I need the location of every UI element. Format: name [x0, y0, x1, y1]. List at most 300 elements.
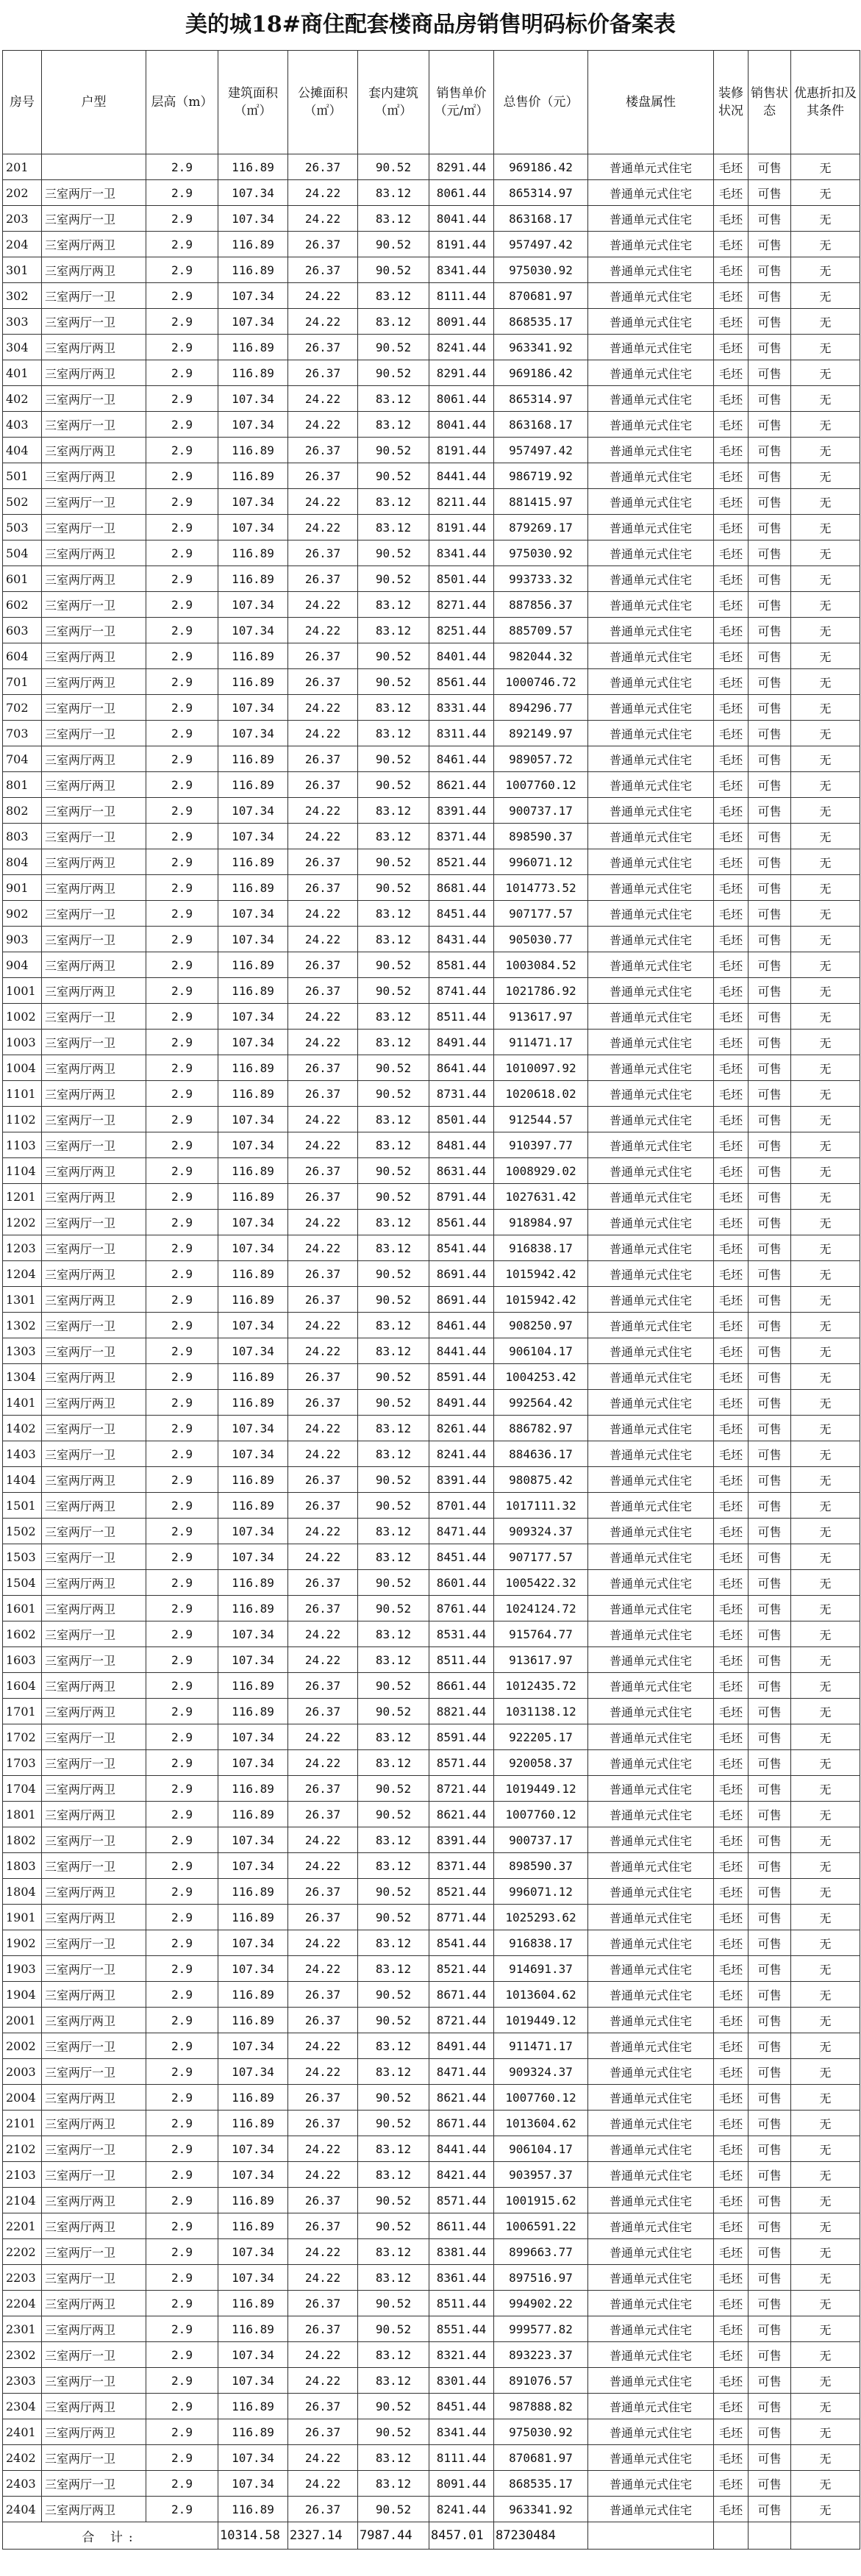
cell-discount: 无: [791, 1647, 860, 1673]
cell-property-type: 普通单元式住宅: [588, 1853, 714, 1879]
cell-unit-price: 8731.44: [429, 1081, 494, 1107]
cell-discount: 无: [791, 1004, 860, 1030]
cell-floor-area: 116.89: [218, 540, 288, 566]
cell-shared-area: 26.37: [288, 540, 358, 566]
table-row: [3, 515, 860, 540]
cell-unit-price: 8661.44: [429, 1673, 494, 1699]
cell-unit-price: 8721.44: [429, 1776, 494, 1802]
cell-property-type: 普通单元式住宅: [588, 309, 714, 335]
cell-inner-area: 83.12: [358, 180, 429, 206]
cell-unit-price: 8541.44: [429, 1235, 494, 1261]
cell-decoration: 毛坯: [714, 901, 749, 927]
cell-floor-area: 107.34: [218, 412, 288, 438]
cell-inner-area: 83.12: [358, 927, 429, 952]
cell-inner-area: 90.52: [358, 2213, 429, 2239]
cell-unit-type: 三室两厅一卫: [42, 1441, 146, 1467]
table-row: [3, 1313, 860, 1338]
cell-discount: 无: [791, 618, 860, 643]
cell-decoration: 毛坯: [714, 2419, 749, 2445]
cell-total-price: 863168.17: [494, 206, 588, 232]
cell-floor-area: 116.89: [218, 952, 288, 978]
cell-unit-price: 8241.44: [429, 2497, 494, 2522]
cell-inner-area: 83.12: [358, 1853, 429, 1879]
cell-room-no: 801: [3, 772, 42, 798]
cell-floor-area: 107.34: [218, 515, 288, 540]
totals-blank: [749, 2522, 791, 2550]
cell-inner-area: 90.52: [358, 1596, 429, 1621]
cell-floor-area: 107.34: [218, 489, 288, 515]
cell-sale-status: 可售: [749, 2497, 791, 2522]
cell-decoration: 毛坯: [714, 2368, 749, 2394]
cell-unit-type: 三室两厅一卫: [42, 1004, 146, 1030]
cell-total-price: 897516.97: [494, 2265, 588, 2291]
cell-shared-area: 24.22: [288, 695, 358, 721]
cell-total-price: 1000746.72: [494, 669, 588, 695]
cell-discount: 无: [791, 1416, 860, 1441]
cell-decoration: 毛坯: [714, 1827, 749, 1853]
cell-total-price: 982044.32: [494, 643, 588, 669]
cell-unit-price: 8361.44: [429, 2265, 494, 2291]
cell-sale-status: 可售: [749, 2059, 791, 2085]
cell-total-price: 1007760.12: [494, 1802, 588, 1827]
cell-floor-area: 107.34: [218, 901, 288, 927]
cell-room-no: 2401: [3, 2419, 42, 2445]
table-row: [3, 618, 860, 643]
cell-unit-price: 8691.44: [429, 1261, 494, 1287]
cell-inner-area: 90.52: [358, 875, 429, 901]
cell-shared-area: 24.22: [288, 1853, 358, 1879]
cell-property-type: 普通单元式住宅: [588, 232, 714, 257]
cell-shared-area: 26.37: [288, 2291, 358, 2316]
table-row: [3, 2445, 860, 2471]
cell-room-no: 601: [3, 566, 42, 592]
cell-floor-height: 2.9: [146, 1879, 218, 1905]
cell-sale-status: 可售: [749, 2419, 791, 2445]
cell-inner-area: 83.12: [358, 1441, 429, 1467]
cell-total-price: 957497.42: [494, 232, 588, 257]
cell-sale-status: 可售: [749, 643, 791, 669]
cell-sale-status: 可售: [749, 438, 791, 463]
cell-discount: 无: [791, 1132, 860, 1158]
cell-unit-type: 三室两厅两卫: [42, 2316, 146, 2342]
table-row: [3, 721, 860, 746]
table-row: [3, 824, 860, 849]
cell-property-type: 普通单元式住宅: [588, 1647, 714, 1673]
cell-sale-status: 可售: [749, 1055, 791, 1081]
cell-shared-area: 26.37: [288, 1673, 358, 1699]
cell-unit-type: 三室两厅一卫: [42, 592, 146, 618]
cell-unit-type: 三室两厅一卫: [42, 618, 146, 643]
cell-decoration: 毛坯: [714, 489, 749, 515]
cell-total-price: 915764.77: [494, 1621, 588, 1647]
cell-floor-height: 2.9: [146, 2162, 218, 2188]
cell-inner-area: 90.52: [358, 1905, 429, 1930]
cell-decoration: 毛坯: [714, 1930, 749, 1956]
cell-discount: 无: [791, 978, 860, 1004]
cell-floor-area: 107.34: [218, 2033, 288, 2059]
cell-property-type: 普通单元式住宅: [588, 1467, 714, 1493]
cell-floor-area: 116.89: [218, 1158, 288, 1184]
cell-room-no: 1601: [3, 1596, 42, 1621]
cell-decoration: 毛坯: [714, 2445, 749, 2471]
table-row: [3, 360, 860, 386]
cell-discount: 无: [791, 309, 860, 335]
cell-property-type: 普通单元式住宅: [588, 180, 714, 206]
cell-decoration: 毛坯: [714, 335, 749, 360]
cell-total-price: 907177.57: [494, 901, 588, 927]
cell-inner-area: 90.52: [358, 2419, 429, 2445]
table-row: [3, 2239, 860, 2265]
cell-property-type: 普通单元式住宅: [588, 1802, 714, 1827]
cell-decoration: 毛坯: [714, 386, 749, 412]
cell-discount: 无: [791, 798, 860, 824]
cell-unit-price: 8641.44: [429, 1055, 494, 1081]
table-row: [3, 1030, 860, 1055]
cell-unit-type: 三室两厅一卫: [42, 1956, 146, 1982]
cell-floor-height: 2.9: [146, 1055, 218, 1081]
cell-sale-status: 可售: [749, 2316, 791, 2342]
cell-total-price: 1001915.62: [494, 2188, 588, 2213]
cell-sale-status: 可售: [749, 1750, 791, 1776]
cell-decoration: 毛坯: [714, 257, 749, 283]
cell-total-price: 884636.17: [494, 1441, 588, 1467]
cell-total-price: 1017111.32: [494, 1493, 588, 1519]
cell-room-no: 1204: [3, 1261, 42, 1287]
cell-total-price: 1021786.92: [494, 978, 588, 1004]
cell-total-price: 906104.17: [494, 1338, 588, 1364]
cell-decoration: 毛坯: [714, 2471, 749, 2497]
cell-unit-type: 三室两厅两卫: [42, 1261, 146, 1287]
cell-shared-area: 26.37: [288, 2394, 358, 2419]
cell-floor-height: 2.9: [146, 1519, 218, 1544]
table-row: [3, 1956, 860, 1982]
cell-discount: 无: [791, 1905, 860, 1930]
table-row: [3, 283, 860, 309]
cell-floor-height: 2.9: [146, 2008, 218, 2033]
cell-total-price: 891076.57: [494, 2368, 588, 2394]
cell-inner-area: 90.52: [358, 643, 429, 669]
cell-unit-price: 8741.44: [429, 978, 494, 1004]
cell-floor-area: 116.89: [218, 669, 288, 695]
cell-unit-price: 8091.44: [429, 2471, 494, 2497]
cell-decoration: 毛坯: [714, 1647, 749, 1673]
cell-sale-status: 可售: [749, 669, 791, 695]
cell-shared-area: 24.22: [288, 1338, 358, 1364]
cell-sale-status: 可售: [749, 2342, 791, 2368]
cell-unit-type: 三室两厅两卫: [42, 1055, 146, 1081]
cell-decoration: 毛坯: [714, 309, 749, 335]
cell-shared-area: 26.37: [288, 772, 358, 798]
cell-decoration: 毛坯: [714, 1287, 749, 1313]
cell-decoration: 毛坯: [714, 360, 749, 386]
cell-floor-height: 2.9: [146, 283, 218, 309]
cell-unit-price: 8521.44: [429, 1956, 494, 1982]
cell-floor-height: 2.9: [146, 1467, 218, 1493]
cell-inner-area: 83.12: [358, 1132, 429, 1158]
cell-floor-height: 2.9: [146, 927, 218, 952]
cell-unit-price: 8491.44: [429, 1030, 494, 1055]
cell-floor-height: 2.9: [146, 695, 218, 721]
cell-shared-area: 24.22: [288, 2162, 358, 2188]
cell-inner-area: 83.12: [358, 1210, 429, 1235]
cell-unit-type: 三室两厅两卫: [42, 772, 146, 798]
cell-inner-area: 83.12: [358, 1416, 429, 1441]
cell-decoration: 毛坯: [714, 515, 749, 540]
cell-sale-status: 可售: [749, 721, 791, 746]
cell-sale-status: 可售: [749, 1905, 791, 1930]
cell-shared-area: 26.37: [288, 2111, 358, 2136]
cell-property-type: 普通单元式住宅: [588, 438, 714, 463]
cell-property-type: 普通单元式住宅: [588, 1210, 714, 1235]
cell-discount: 无: [791, 2085, 860, 2111]
cell-inner-area: 83.12: [358, 901, 429, 927]
cell-floor-area: 107.34: [218, 798, 288, 824]
cell-total-price: 975030.92: [494, 257, 588, 283]
cell-room-no: 2103: [3, 2162, 42, 2188]
totals-blank: [791, 2522, 860, 2550]
cell-discount: 无: [791, 438, 860, 463]
table-row: [3, 1905, 860, 1930]
cell-unit-price: 8821.44: [429, 1699, 494, 1724]
cell-shared-area: 26.37: [288, 1184, 358, 1210]
cell-unit-price: 8241.44: [429, 1441, 494, 1467]
cell-unit-type: 三室两厅两卫: [42, 875, 146, 901]
cell-floor-area: 107.34: [218, 1107, 288, 1132]
cell-room-no: 804: [3, 849, 42, 875]
cell-inner-area: 90.52: [358, 257, 429, 283]
cell-total-price: 963341.92: [494, 335, 588, 360]
cell-unit-type: 三室两厅一卫: [42, 1132, 146, 1158]
cell-room-no: 1801: [3, 1802, 42, 1827]
cell-property-type: 普通单元式住宅: [588, 1724, 714, 1750]
cell-unit-price: 8041.44: [429, 412, 494, 438]
cell-decoration: 毛坯: [714, 669, 749, 695]
cell-property-type: 普通单元式住宅: [588, 1776, 714, 1802]
cell-sale-status: 可售: [749, 1107, 791, 1132]
cell-total-price: 898590.37: [494, 824, 588, 849]
cell-discount: 无: [791, 1776, 860, 1802]
cell-unit-type: 三室两厅一卫: [42, 824, 146, 849]
cell-shared-area: 26.37: [288, 1467, 358, 1493]
cell-total-price: 916838.17: [494, 1930, 588, 1956]
cell-unit-price: 8451.44: [429, 1544, 494, 1570]
cell-total-price: 894296.77: [494, 695, 588, 721]
cell-total-price: 900737.17: [494, 798, 588, 824]
cell-discount: 无: [791, 1570, 860, 1596]
table-row: [3, 2316, 860, 2342]
cell-floor-area: 107.34: [218, 2471, 288, 2497]
cell-unit-price: 8541.44: [429, 1930, 494, 1956]
cell-decoration: 毛坯: [714, 283, 749, 309]
cell-unit-type: 三室两厅一卫: [42, 2368, 146, 2394]
cell-discount: 无: [791, 746, 860, 772]
table-header: [3, 51, 860, 154]
cell-inner-area: 90.52: [358, 463, 429, 489]
cell-floor-area: 116.89: [218, 1905, 288, 1930]
cell-property-type: 普通单元式住宅: [588, 1364, 714, 1390]
cell-floor-height: 2.9: [146, 721, 218, 746]
cell-discount: 无: [791, 1261, 860, 1287]
cell-decoration: 毛坯: [714, 1132, 749, 1158]
cell-floor-height: 2.9: [146, 566, 218, 592]
cell-total-price: 1031138.12: [494, 1699, 588, 1724]
cell-room-no: 904: [3, 952, 42, 978]
cell-total-price: 1020618.02: [494, 1081, 588, 1107]
cell-floor-area: 107.34: [218, 2239, 288, 2265]
cell-unit-type: 三室两厅两卫: [42, 1467, 146, 1493]
cell-total-price: 963341.92: [494, 2497, 588, 2522]
cell-shared-area: 24.22: [288, 1647, 358, 1673]
cell-decoration: 毛坯: [714, 463, 749, 489]
cell-floor-height: 2.9: [146, 463, 218, 489]
cell-total-price: 1025293.62: [494, 1905, 588, 1930]
cell-inner-area: 83.12: [358, 1724, 429, 1750]
cell-floor-height: 2.9: [146, 232, 218, 257]
cell-sale-status: 可售: [749, 1621, 791, 1647]
cell-discount: 无: [791, 1030, 860, 1055]
cell-discount: 无: [791, 1390, 860, 1416]
totals-blank: [588, 2522, 714, 2550]
cell-floor-height: 2.9: [146, 1930, 218, 1956]
cell-property-type: 普通单元式住宅: [588, 1081, 714, 1107]
cell-floor-area: 116.89: [218, 154, 288, 180]
cell-total-price: 1015942.42: [494, 1261, 588, 1287]
cell-floor-height: 2.9: [146, 1570, 218, 1596]
cell-total-price: 892149.97: [494, 721, 588, 746]
cell-shared-area: 26.37: [288, 643, 358, 669]
cell-unit-price: 8061.44: [429, 386, 494, 412]
cell-unit-type: 三室两厅一卫: [42, 1930, 146, 1956]
cell-floor-height: 2.9: [146, 154, 218, 180]
cell-discount: 无: [791, 643, 860, 669]
cell-decoration: 毛坯: [714, 2059, 749, 2085]
cell-decoration: 毛坯: [714, 2033, 749, 2059]
cell-inner-area: 90.52: [358, 1879, 429, 1905]
cell-unit-type: 三室两厅一卫: [42, 180, 146, 206]
cell-inner-area: 90.52: [358, 1467, 429, 1493]
table-row: [3, 1647, 860, 1673]
cell-shared-area: 24.22: [288, 1313, 358, 1338]
cell-unit-type: 三室两厅两卫: [42, 2008, 146, 2033]
cell-decoration: 毛坯: [714, 952, 749, 978]
cell-discount: 无: [791, 1184, 860, 1210]
cell-room-no: 202: [3, 180, 42, 206]
cell-decoration: 毛坯: [714, 566, 749, 592]
cell-property-type: 普通单元式住宅: [588, 566, 714, 592]
table-row: [3, 1467, 860, 1493]
cell-property-type: 普通单元式住宅: [588, 1416, 714, 1441]
cell-property-type: 普通单元式住宅: [588, 2497, 714, 2522]
cell-shared-area: 24.22: [288, 1004, 358, 1030]
cell-total-price: 999577.82: [494, 2316, 588, 2342]
cell-property-type: 普通单元式住宅: [588, 1441, 714, 1467]
cell-shared-area: 26.37: [288, 1081, 358, 1107]
cell-room-no: 603: [3, 618, 42, 643]
cell-discount: 无: [791, 669, 860, 695]
cell-total-price: 910397.77: [494, 1132, 588, 1158]
cell-unit-type: 三室两厅两卫: [42, 1982, 146, 2008]
cell-sale-status: 可售: [749, 875, 791, 901]
cell-decoration: 毛坯: [714, 2213, 749, 2239]
cell-total-price: 1024124.72: [494, 1596, 588, 1621]
cell-unit-price: 8521.44: [429, 1879, 494, 1905]
cell-unit-price: 8291.44: [429, 360, 494, 386]
cell-room-no: 1803: [3, 1853, 42, 1879]
cell-unit-type: 三室两厅一卫: [42, 2445, 146, 2471]
cell-unit-type: 三室两厅两卫: [42, 257, 146, 283]
cell-unit-price: 8671.44: [429, 2111, 494, 2136]
cell-property-type: 普通单元式住宅: [588, 721, 714, 746]
cell-room-no: 302: [3, 283, 42, 309]
cell-property-type: 普通单元式住宅: [588, 1750, 714, 1776]
cell-unit-type: 三室两厅一卫: [42, 206, 146, 232]
table-row: [3, 1699, 860, 1724]
cell-inner-area: 90.52: [358, 1493, 429, 1519]
cell-inner-area: 83.12: [358, 515, 429, 540]
cell-property-type: 普通单元式住宅: [588, 2239, 714, 2265]
cell-decoration: 毛坯: [714, 1261, 749, 1287]
cell-sale-status: 可售: [749, 257, 791, 283]
cell-property-type: 普通单元式住宅: [588, 2471, 714, 2497]
table-row: [3, 489, 860, 515]
cell-property-type: 普通单元式住宅: [588, 386, 714, 412]
cell-unit-type: 三室两厅两卫: [42, 643, 146, 669]
totals-inner-area: 7987.44: [358, 2522, 429, 2550]
cell-floor-height: 2.9: [146, 1390, 218, 1416]
cell-floor-area: 107.34: [218, 1956, 288, 1982]
cell-unit-type: 三室两厅一卫: [42, 2162, 146, 2188]
cell-decoration: 毛坯: [714, 540, 749, 566]
cell-unit-price: 8061.44: [429, 180, 494, 206]
cell-decoration: 毛坯: [714, 1390, 749, 1416]
cell-floor-height: 2.9: [146, 1673, 218, 1699]
cell-property-type: 普通单元式住宅: [588, 798, 714, 824]
table-row: [3, 2059, 860, 2085]
cell-sale-status: 可售: [749, 386, 791, 412]
table-row: [3, 2085, 860, 2111]
table-row: [3, 695, 860, 721]
cell-sale-status: 可售: [749, 2394, 791, 2419]
cell-total-price: 885709.57: [494, 618, 588, 643]
cell-property-type: 普通单元式住宅: [588, 2008, 714, 2033]
cell-unit-price: 8521.44: [429, 849, 494, 875]
cell-sale-status: 可售: [749, 515, 791, 540]
cell-unit-price: 8461.44: [429, 746, 494, 772]
cell-decoration: 毛坯: [714, 875, 749, 901]
cell-shared-area: 24.22: [288, 2342, 358, 2368]
cell-property-type: 普通单元式住宅: [588, 2368, 714, 2394]
cell-floor-area: 116.89: [218, 2008, 288, 2033]
cell-unit-type: 三室两厅一卫: [42, 1235, 146, 1261]
cell-discount: 无: [791, 1827, 860, 1853]
cell-sale-status: 可售: [749, 695, 791, 721]
cell-property-type: 普通单元式住宅: [588, 1673, 714, 1699]
cell-total-price: 887856.37: [494, 592, 588, 618]
cell-discount: 无: [791, 927, 860, 952]
cell-shared-area: 26.37: [288, 1982, 358, 2008]
cell-discount: 无: [791, 2291, 860, 2316]
cell-discount: 无: [791, 2445, 860, 2471]
totals-shared-area: 2327.14: [288, 2522, 358, 2550]
cell-room-no: 1202: [3, 1210, 42, 1235]
table-row: [3, 2213, 860, 2239]
cell-sale-status: 可售: [749, 1004, 791, 1030]
cell-unit-price: 8621.44: [429, 1802, 494, 1827]
cell-decoration: 毛坯: [714, 1493, 749, 1519]
cell-total-price: 993733.32: [494, 566, 588, 592]
cell-room-no: 1303: [3, 1338, 42, 1364]
cell-floor-area: 107.34: [218, 2368, 288, 2394]
